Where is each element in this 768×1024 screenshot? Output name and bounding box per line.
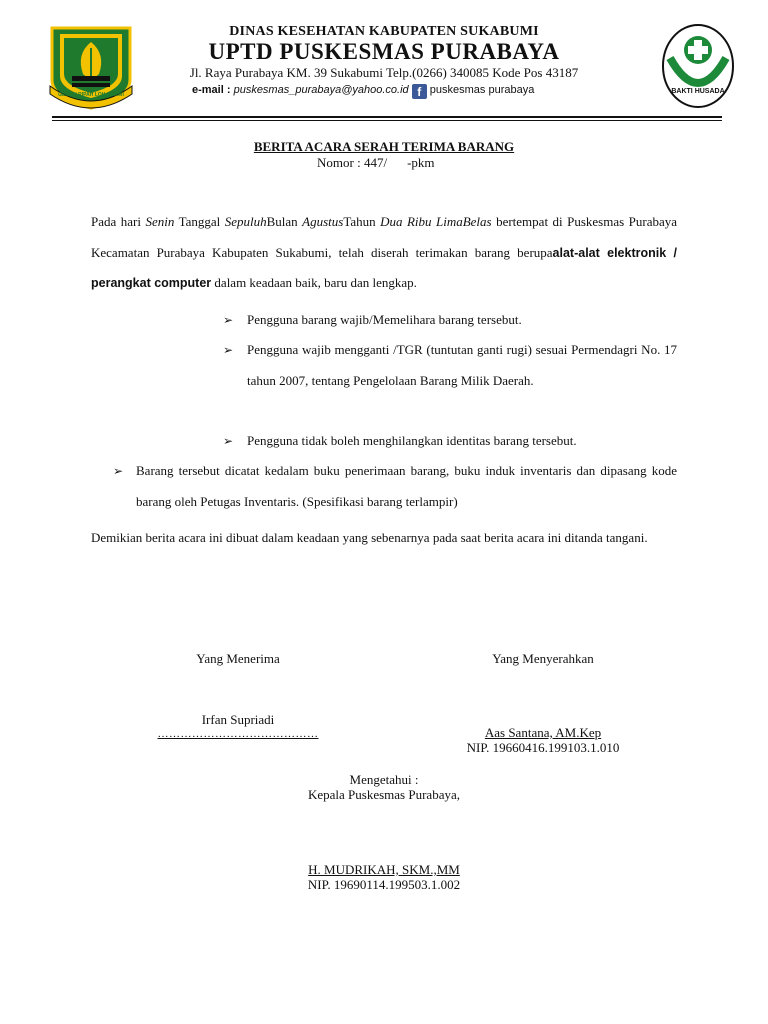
agency-name: DINAS KESEHATAN KABUPATEN SUKABUMI <box>229 24 539 39</box>
list-item: ➢ Pengguna barang wajib/Memelihara barang tersebut. <box>223 305 677 336</box>
document-number: Nomor : 447/ -pkm <box>317 155 435 170</box>
arrow-bullet-icon: ➢ <box>223 434 234 448</box>
email-label: e-mail : <box>192 84 231 96</box>
head-nip: NIP. 19690114.199503.1.002 <box>307 877 461 892</box>
receiver-name: Irfan Supriadi <box>201 712 275 727</box>
acknowledgement-label: Mengetahui : <box>349 772 419 787</box>
document-title: BERITA ACARA SERAH TERIMA BARANG <box>253 139 515 154</box>
acknowledgement-title: Kepala Puskesmas Purabaya, <box>308 787 460 802</box>
facebook-icon: f <box>412 84 427 99</box>
logo-text: BAKTI HUSADA <box>671 88 725 95</box>
office-address: Jl. Raya Purabaya KM. 39 Sukabumi Telp.(0266) 340085 Kode Pos 43187 <box>189 65 579 80</box>
giver-nip: NIP. 19660416.199103.1.010 <box>466 740 620 755</box>
regency-logo <box>44 24 138 110</box>
list-item: ➢ Pengguna tidak boleh menghilangkan identitas barang tersebut. <box>223 426 677 457</box>
closing-paragraph: Demikian berita acara ini dibuat dalam keadaan yang sebenarnya pada saat berita acara ini ditanda tangani. <box>91 530 648 545</box>
letterhead-rule-thick <box>52 116 722 118</box>
list-item: ➢ Barang tersebut dicatat kedalam buku penerimaan barang, buku induk inventaris dan dipasang kode barang oleh Petugas Inventaris. (Spesifikasi barang terlampir) <box>113 456 677 517</box>
arrow-bullet-icon: ➢ <box>223 343 234 357</box>
facebook-link[interactable]: puskesmas purabaya <box>429 84 535 96</box>
logo-motto: GEMAH RIPAH LOH JINAWI <box>58 92 124 98</box>
health-ministry-logo <box>660 22 736 110</box>
head-name: H. MUDRIKAH, SKM.,MM <box>308 862 460 877</box>
arrow-bullet-icon: ➢ <box>223 313 234 327</box>
receiver-label: Yang Menerima <box>196 651 280 666</box>
giver-label: Yang Menyerahkan <box>492 651 594 666</box>
contact-line <box>192 84 612 99</box>
office-name: UPTD PUSKESMAS PURABAYA <box>208 39 560 64</box>
list-item: ➢ Pengguna wajib mengganti /TGR (tuntutan ganti rugi) sesuai Permendagri No. 17 tahun 2007, tentang Pengelolaan Barang Milik Daerah. <box>223 335 677 396</box>
opening-paragraph: Pada hari Senin Tanggal SepuluhBulan AgustusTahun Dua Ribu LimaBelas bertempat di Puskesmas Purabaya Kecamatan Purabaya Kabupaten Sukabumi, telah diserah terimakan barang berupaalat-alat elektronik / perangkat computer dalam keadaan baik, baru dan lengkap. <box>91 214 678 290</box>
receiver-signature-line: …………………………………… <box>157 728 319 740</box>
giver-name: Aas Santana, AM.Kep <box>484 725 602 740</box>
letterhead-rule-thin <box>52 120 722 121</box>
arrow-bullet-icon: ➢ <box>113 464 124 478</box>
email-link[interactable]: puskesmas_purabaya@yahoo.co.id <box>233 84 409 96</box>
